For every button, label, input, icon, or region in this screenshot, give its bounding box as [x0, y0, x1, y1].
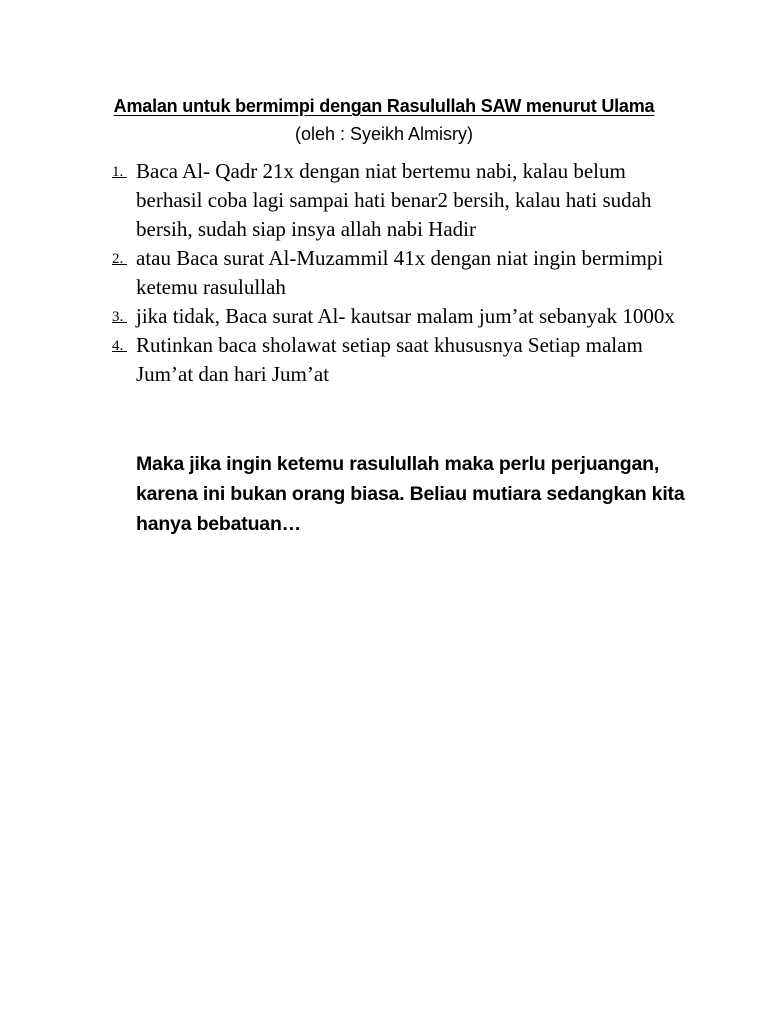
list-item — [112, 157, 692, 244]
closing-paragraph: Maka jika ingin ketemu rasulullah maka perlu perjuangan, karena ini bukan orang biasa. Beliau mutiara sedangkan kita hanya bebatuan… — [136, 453, 685, 535]
list-item — [112, 244, 692, 302]
list-item-number: 3. — [112, 309, 127, 325]
document-title: Amalan untuk bermimpi dengan Rasulullah SAW menurut Ulama — [113, 96, 655, 116]
document-author: (oleh : Syeikh Almisry) — [294, 124, 474, 144]
list-item-number: 1. — [112, 164, 127, 180]
list-item-text: Baca Al- Qadr 21x dengan niat bertemu nabi, kalau belum berhasil coba lagi sampai hati benar2 bersih, kalau hati sudah bersih, sudah siap insya allah nabi Hadir — [136, 159, 652, 241]
list-item — [112, 302, 692, 331]
list-item-number: 2. — [112, 251, 127, 267]
list-item — [112, 331, 692, 389]
list-item-number: 4. — [112, 338, 127, 354]
list-item-text: jika tidak, Baca surat Al- kautsar malam jum’at sebanyak 1000x — [136, 304, 675, 328]
numbered-list — [112, 157, 692, 389]
list-item-text: Rutinkan baca sholawat setiap saat khususnya Setiap malam Jum’at dan hari Jum’at — [136, 333, 643, 386]
list-item-text: atau Baca surat Al-Muzammil 41x dengan niat ingin bermimpi ketemu rasulullah — [136, 246, 664, 299]
